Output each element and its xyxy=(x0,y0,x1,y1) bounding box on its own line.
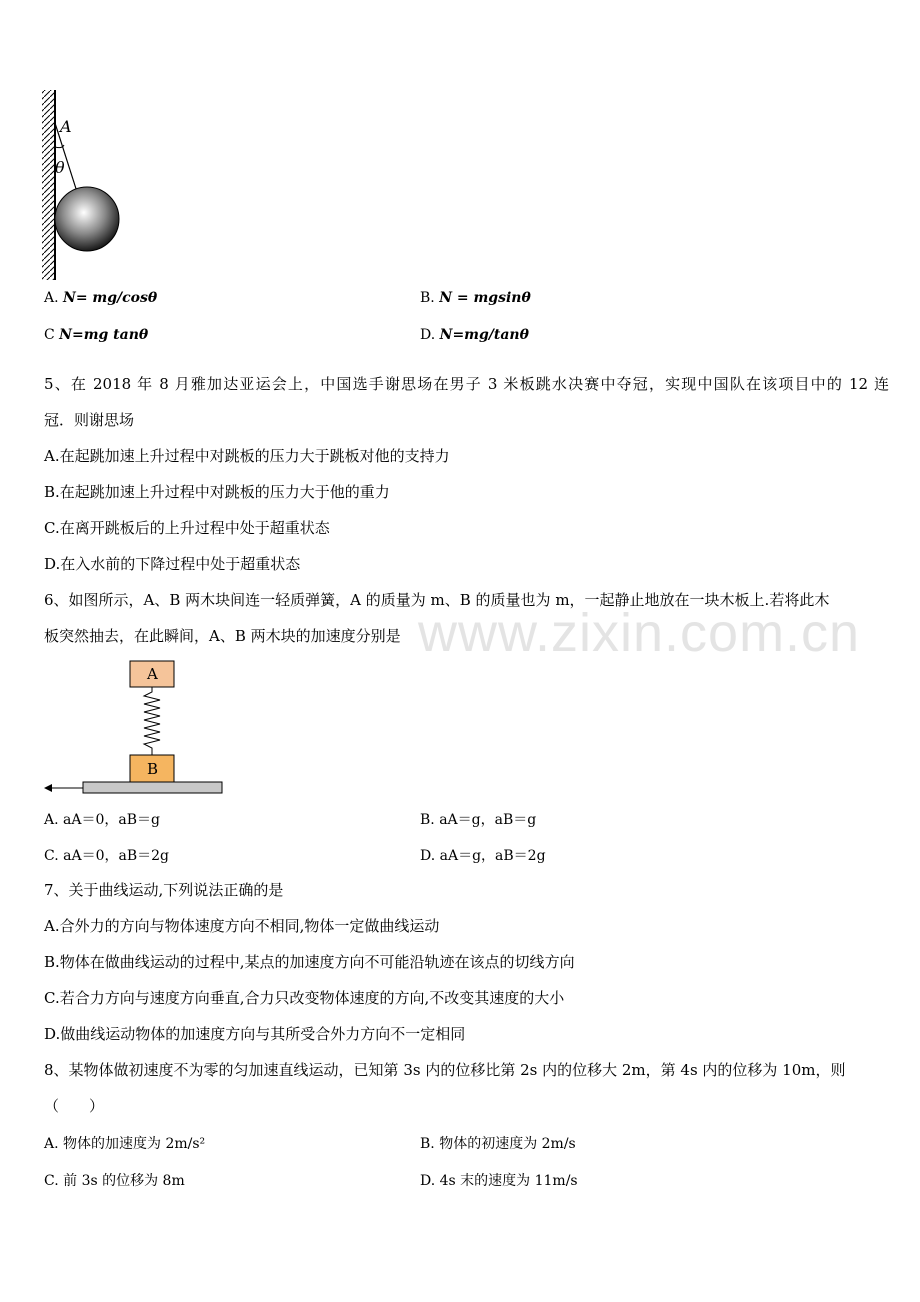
block-a-label: A xyxy=(147,665,158,683)
theta-label: θ xyxy=(55,158,65,177)
spring-blocks-figure xyxy=(40,658,230,798)
q6-option-c[interactable]: C. aA＝0，aB＝2g xyxy=(44,848,169,864)
spring xyxy=(144,687,160,755)
point-a-label: A xyxy=(60,117,72,136)
q6-option-a[interactable]: A. aA＝0，aB＝g xyxy=(44,812,160,828)
q8-option-c[interactable]: C. 前 3s 的位移为 8m xyxy=(44,1173,185,1189)
q8-stem-line1: 8、某物体做初速度不为零的匀加速直线运动，已知第 3s 内的位移比第 2s 内的位移大 2m，第 4s 内的位移为 10m，则 xyxy=(44,1061,846,1079)
q4-option-d[interactable]: D. N=mg/tanθ xyxy=(420,327,529,343)
q8-option-b[interactable]: B. 物体的初速度为 2m/s xyxy=(420,1136,576,1152)
watermark: www.zixin.com.cn xyxy=(418,603,861,663)
wall-ball-figure xyxy=(38,85,133,285)
q7-option-b[interactable]: B.物体在做曲线运动的过程中,某点的加速度方向不可能沿轨迹在该点的切线方向 xyxy=(44,953,575,971)
block-b-label: B xyxy=(147,760,159,778)
q6-stem-line2: 板突然抽去，在此瞬间，A、B 两木块的加速度分别是 xyxy=(44,627,401,645)
q5-option-c[interactable]: C.在离开跳板后的上升过程中处于超重状态 xyxy=(44,519,330,537)
q7-option-d[interactable]: D.做曲线运动物体的加速度方向与其所受合外力方向不一定相同 xyxy=(44,1025,466,1043)
q7-stem: 7、关于曲线运动,下列说法正确的是 xyxy=(44,881,284,899)
q4-option-c[interactable]: C N=mg tanθ xyxy=(44,327,149,343)
q6-option-d[interactable]: D. aA＝g，aB＝2g xyxy=(420,848,546,864)
q5-stem-line2: 冠．则谢思场 xyxy=(44,411,135,429)
q8-option-a[interactable]: A. 物体的加速度为 2m/s² xyxy=(44,1136,206,1152)
q4-option-b[interactable]: B. N = mgsinθ xyxy=(420,290,531,306)
q5-stem-line1: 5、在 2018 年 8 月雅加达亚运会上，中国选手谢思场在男子 3 米板跳水决赛中夺冠，实现中国队在该项目中的 12 连 xyxy=(44,375,889,393)
ball xyxy=(55,187,119,251)
q8-stem-line2: （ ） xyxy=(44,1097,105,1115)
q5-option-b[interactable]: B.在起跳加速上升过程中对跳板的压力大于他的重力 xyxy=(44,483,390,501)
q7-option-c[interactable]: C.若合力方向与速度方向垂直,合力只改变物体速度的方向,不改变其速度的大小 xyxy=(44,989,565,1007)
pull-arrow-head xyxy=(44,784,52,792)
q7-option-a[interactable]: A.合外力的方向与物体速度方向不相同,物体一定做曲线运动 xyxy=(44,917,440,935)
wall-hatch xyxy=(42,90,55,280)
q8-option-d[interactable]: D. 4s 末的速度为 11m/s xyxy=(420,1173,578,1189)
board xyxy=(83,782,222,793)
q6-stem-line1: 6、如图所示，A、B 两木块间连一轻质弹簧，A 的质量为 m、B 的质量也为 m，一起静止地放在一块木板上.若将此木 xyxy=(44,591,830,609)
q5-option-d[interactable]: D.在入水前的下降过程中处于超重状态 xyxy=(44,555,301,573)
q4-option-a[interactable]: A. N= mg/cosθ xyxy=(44,290,158,306)
q5-option-a[interactable]: A.在起跳加速上升过程中对跳板的压力大于跳板对他的支持力 xyxy=(44,447,450,465)
q6-option-b[interactable]: B. aA＝g，aB＝g xyxy=(420,812,537,828)
